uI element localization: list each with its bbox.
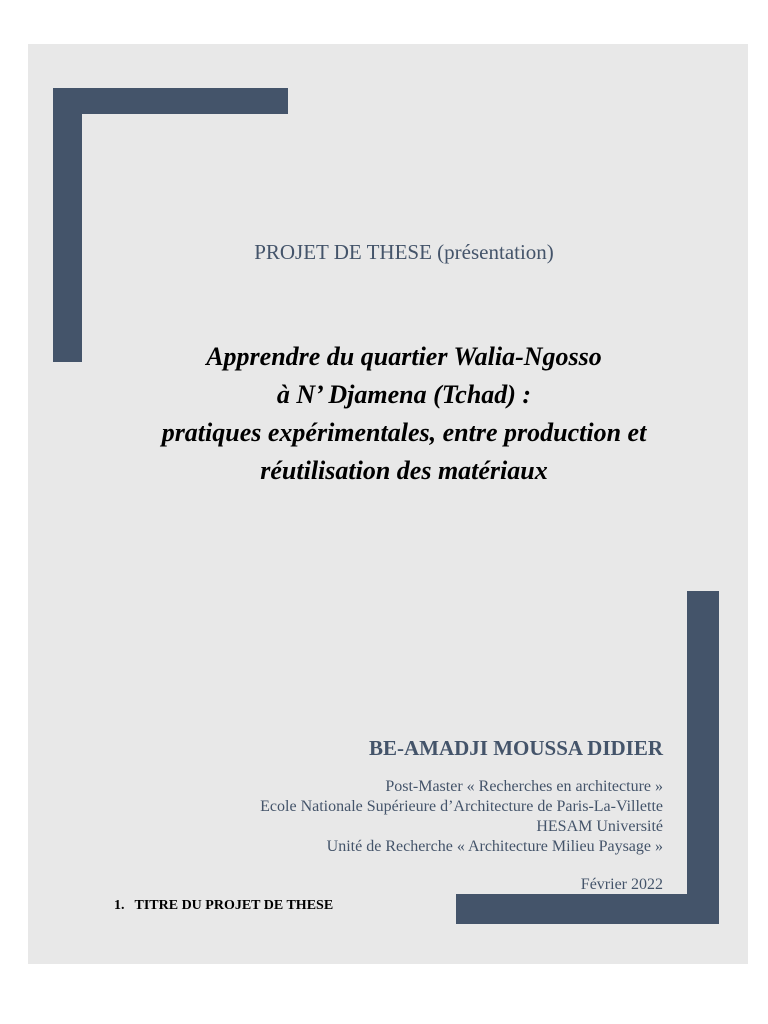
affiliation-line-3: HESAM Université [536,818,663,835]
affiliation-block [260,777,663,857]
bottom-right-bracket-horizontal [456,894,719,924]
document-date: Février 2022 [580,876,663,893]
section-label: TITRE DU PROJET DE THESE [134,898,334,913]
document-subtitle: PROJET DE THESE (présentation) [254,240,554,264]
thesis-title-line-3: pratiques expérimentales, entre production et [161,418,647,447]
section-heading [114,898,333,914]
section-number: 1. [114,898,125,913]
thesis-title-line-4: réutilisation des matériaux [260,456,548,485]
thesis-title-line-1: Apprendre du quartier Walia-Ngosso [206,342,602,371]
affiliation-line-1: Post-Master « Recherches en architecture » [385,778,663,795]
top-left-bracket-vertical [53,88,82,362]
author-name: BE-AMADJI MOUSSA DIDIER [368,736,663,760]
affiliation-line-2: Ecole Nationale Supérieure d’Architecture de Paris-La-Villette [260,798,663,815]
thesis-title-line-2: à N’ Djamena (Tchad) : [276,380,532,409]
bottom-right-bracket-vertical [687,591,719,924]
thesis-title [0,338,768,490]
top-left-bracket-horizontal [53,88,288,114]
affiliation-line-4: Unité de Recherche « Architecture Milieu Paysage » [326,838,663,855]
